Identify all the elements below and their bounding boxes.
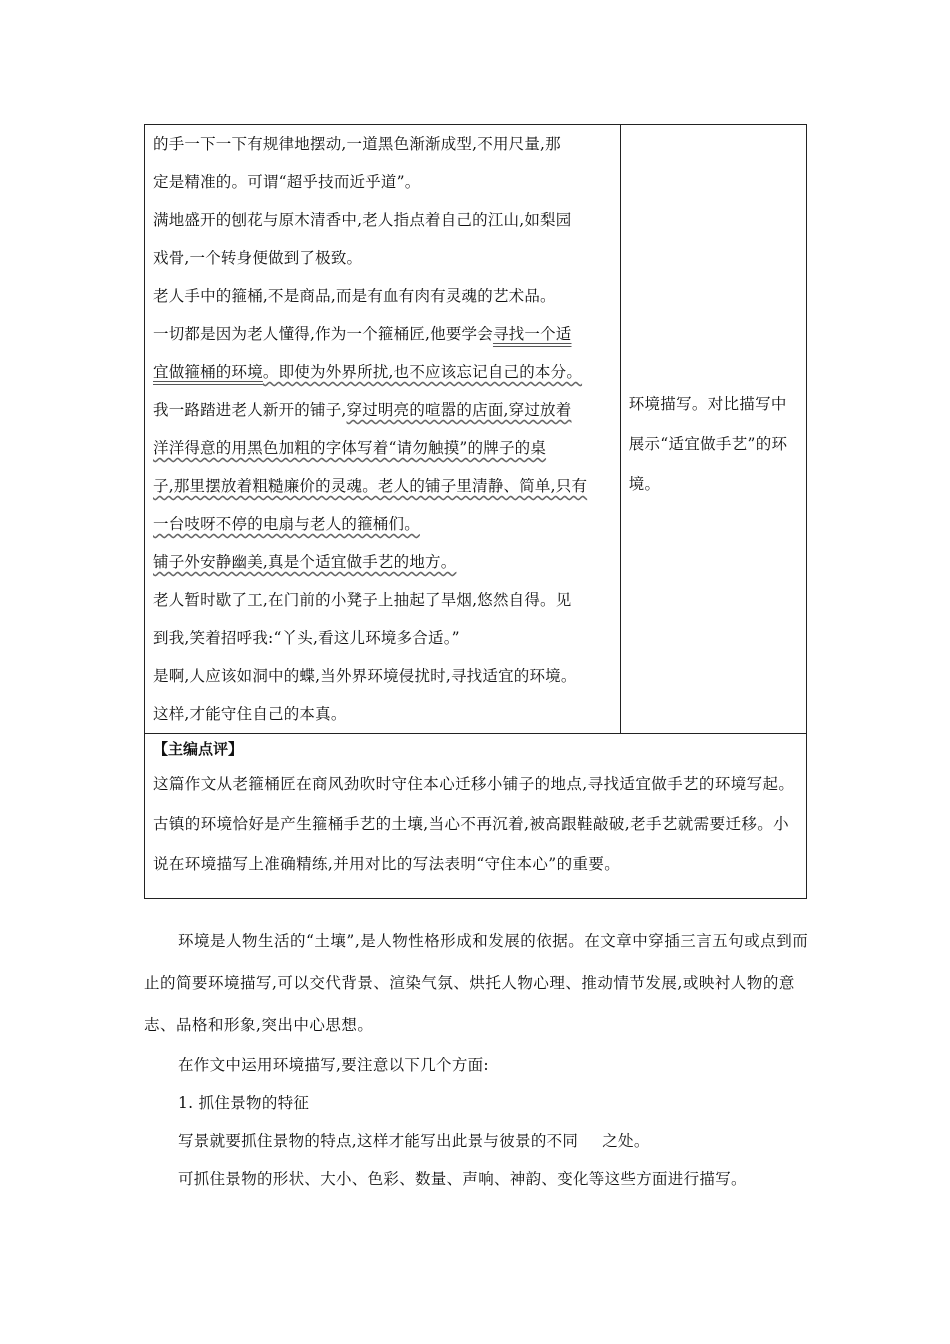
wavy-underlined-text: 铺子外安静幽美,真是个适宜做手艺的地方。	[153, 553, 457, 571]
story-line: 这样,才能守住自己的本真。	[153, 705, 347, 723]
wavy-underlined-text: 。即使为外界所扰,也不应该忘记自己的本分。	[262, 363, 583, 381]
story-line: 是啊,人应该如洞中的蝶,当外界环境侵扰时,寻找适宜的环境。	[153, 667, 577, 685]
annotation-text: 环境描写。对比描写中展示“适宜做手艺”的环境。	[628, 395, 788, 493]
story-line: 戏骨,一个转身便做到了极致。	[153, 249, 363, 267]
comment-body: 这篇作文从老箍桶匠在商风劲吹时守住本心迁移小铺子的地点,寻找适宜做手艺的环境写起。古镇的环境恰好是产生箍桶手艺的土壤,当心不再沉着,被高跟鞋敲破,老手艺就需要迁移。小说在环境描写上准确精练,并用对比的写法表明“守住本心”的重要。	[153, 775, 795, 873]
story-text: 我一路踏进老人新开的铺子,	[153, 401, 347, 419]
body-text	[144, 920, 810, 1198]
story-line	[153, 353, 614, 391]
story-line: 满地盛开的刨花与原木清香中,老人指点着自己的江山,如梨园	[153, 211, 572, 229]
body-paragraph: 可抓住景物的形状、大小、色彩、数量、声响、神韵、变化等这些方面进行描写。	[178, 1170, 747, 1188]
body-text-span: 之处。	[602, 1132, 650, 1150]
story-line	[153, 429, 614, 467]
story-cell	[145, 125, 621, 734]
body-paragraph	[144, 1122, 810, 1160]
double-underlined-text: 寻找一个适	[492, 325, 572, 343]
body-paragraph: 在作文中运用环境描写,要注意以下几个方面:	[178, 1056, 489, 1074]
body-paragraph: 环境是人物生活的“土壤”,是人物性格形成和发展的依据。在文章中穿插三言五句或点到而止的简要环境描写,可以交代背景、渲染气氛、烘托人物心理、推动情节发展,或映衬人物的意志、品格和形象,突出中心思想。	[144, 932, 809, 1034]
editor-comment-cell	[145, 734, 807, 899]
story-text: 一切都是因为老人懂得,作为一个箍桶匠,他要学会	[153, 325, 493, 343]
essay-table	[144, 124, 807, 899]
story-line	[153, 315, 614, 353]
wavy-underlined-text: 穿过明亮的喧嚣的店面,穿过放着	[346, 401, 572, 419]
wavy-underlined-text: 子,那里摆放着粗糙廉价的灵魂。老人的铺子里清静、简单,只有	[153, 477, 588, 495]
wavy-underlined-text: 洋洋得意的用黑色加粗的字体写着“请勿触摸”的牌子的桌	[153, 439, 547, 457]
wavy-underlined-text: 一台吱呀不停的电扇与老人的箍桶们。	[153, 515, 420, 533]
story-line: 到我,笑着招呼我:“丫头,看这儿环境多合适。”	[153, 629, 460, 647]
story-line	[153, 467, 614, 505]
story-line: 的手一下一下有规律地摆动,一道黑色渐渐成型,不用尺量,那	[153, 135, 561, 153]
story-line: 老人暂时歇了工,在门前的小凳子上抽起了旱烟,悠然自得。见	[153, 591, 572, 609]
story-line	[153, 505, 614, 543]
story-line	[153, 543, 614, 581]
annotation-cell	[620, 125, 806, 734]
story-line: 老人手中的箍桶,不是商品,而是有血有肉有灵魂的艺术品。	[153, 287, 556, 305]
double-underlined-text: 宜做箍桶的环境	[153, 363, 263, 381]
body-text-span: 写景就要抓住景物的特点,这样才能写出此景与彼景的不同	[178, 1132, 579, 1150]
comment-title: 【主编点评】	[153, 740, 244, 758]
story-line: 定是精准的。可谓“超乎技而近乎道”。	[153, 173, 421, 191]
section-heading: 1. 抓住景物的特征	[178, 1094, 310, 1112]
story-line	[153, 391, 614, 429]
